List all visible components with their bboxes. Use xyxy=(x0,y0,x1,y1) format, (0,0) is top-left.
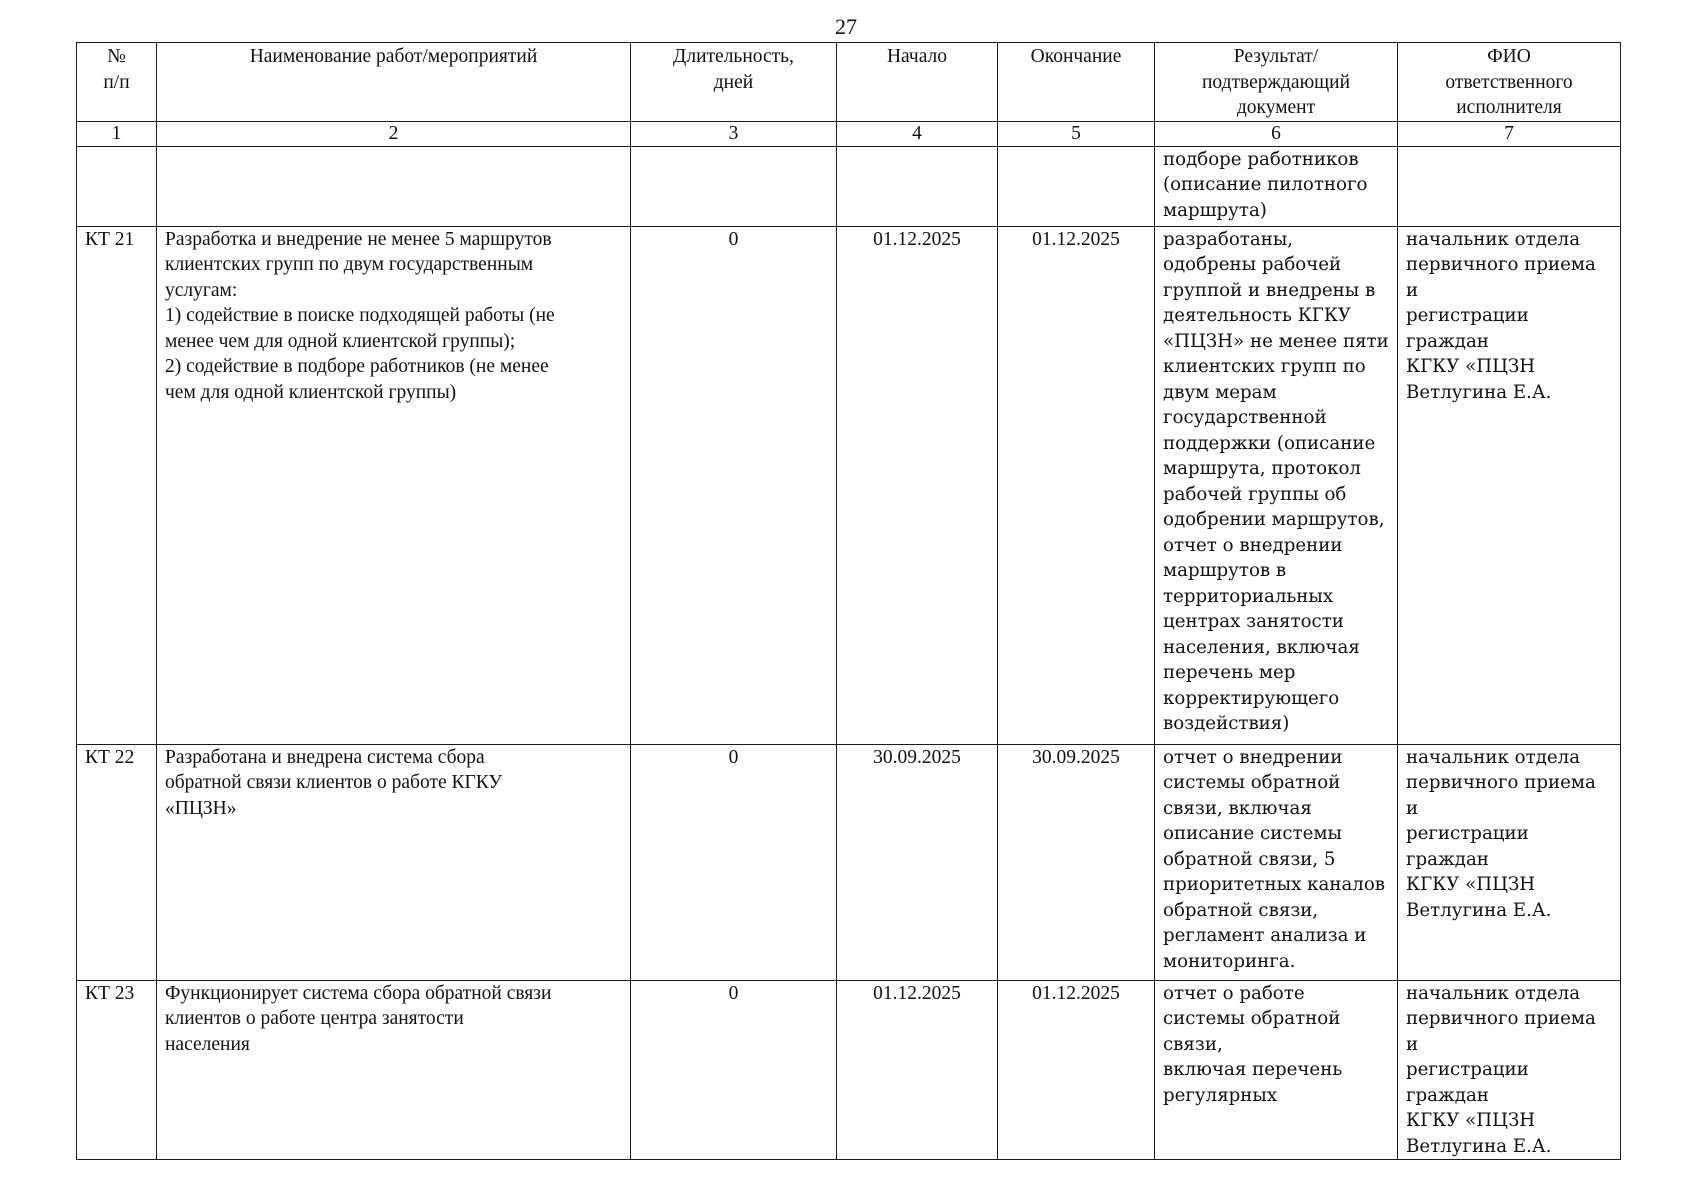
row-end: 01.12.2025 xyxy=(998,226,1155,744)
row-end: 01.12.2025 xyxy=(998,980,1155,1160)
header-row xyxy=(77,43,1621,122)
header-responsible: ФИО ответственного исполнителя xyxy=(1398,43,1621,122)
header-number: № п/п xyxy=(77,43,157,122)
row-result: подборе работников (описание пилотного маршрута) xyxy=(1155,146,1398,226)
row-number: КТ 21 xyxy=(77,226,157,744)
table-row xyxy=(77,744,1621,980)
row-start: 01.12.2025 xyxy=(837,226,998,744)
row-end xyxy=(998,146,1155,226)
row-start xyxy=(837,146,998,226)
row-end: 30.09.2025 xyxy=(998,744,1155,980)
row-start: 30.09.2025 xyxy=(837,744,998,980)
row-result: отчет о внедрении системы обратной связи, включая описание системы обратной связи, 5 приоритетных каналов обратной связи, регламент анализа и мониторинга. xyxy=(1155,744,1398,980)
header-result: Результат/ подтверждающий документ xyxy=(1155,43,1398,122)
row-name: Функционирует система сбора обратной связи клиентов о работе центра занятости населения xyxy=(157,980,631,1160)
header-name: Наименование работ/мероприятий xyxy=(157,43,631,122)
column-number: 6 xyxy=(1155,121,1398,146)
column-number-row xyxy=(77,121,1621,146)
table-row xyxy=(77,146,1621,226)
row-responsible xyxy=(1398,146,1621,226)
column-number: 2 xyxy=(157,121,631,146)
row-duration xyxy=(631,146,837,226)
table-row xyxy=(77,980,1621,1160)
row-name xyxy=(157,146,631,226)
row-result: разработаны, одобрены рабочей группой и внедрены в деятельность КГКУ «ПЦЗН» не менее пяти клиентских групп по двум мерам государственной поддержки (описание маршрута, протокол рабочей группы об одобрении маршрутов, отчет о внедрении маршрутов в территориальных центрах занятости населения, включая перечень мер корректирующего воздействия) xyxy=(1155,226,1398,744)
page-number: 27 xyxy=(835,14,857,39)
column-number: 3 xyxy=(631,121,837,146)
column-number: 4 xyxy=(837,121,998,146)
row-responsible: начальник отдела первичного приема и регистрации граждан КГКУ «ПЦЗН Ветлугина Е.А. xyxy=(1398,744,1621,980)
column-number: 1 xyxy=(77,121,157,146)
row-responsible: начальник отдела первичного приема и регистрации граждан КГКУ «ПЦЗН Ветлугина Е.А. xyxy=(1398,226,1621,744)
table-row xyxy=(77,226,1621,744)
row-name: Разработка и внедрение не менее 5 маршрутов клиентских групп по двум государственным услугам: 1) содействие в поиске подходящей работы (не менее чем для одной клиентской группы); 2) содействие в подборе работников (не менее чем для одной клиентской группы) xyxy=(157,226,631,744)
row-responsible: начальник отдела первичного приема и регистрации граждан КГКУ «ПЦЗН Ветлугина Е.А. xyxy=(1398,980,1621,1160)
header-start: Начало xyxy=(837,43,998,122)
column-number: 5 xyxy=(998,121,1155,146)
row-number: КТ 23 xyxy=(77,980,157,1160)
row-result: отчет о работе системы обратной связи, включая перечень регулярных xyxy=(1155,980,1398,1160)
column-number: 7 xyxy=(1398,121,1621,146)
row-number: КТ 22 xyxy=(77,744,157,980)
row-number xyxy=(77,146,157,226)
row-duration: 0 xyxy=(631,226,837,744)
row-duration: 0 xyxy=(631,744,837,980)
header-duration: Длительность, дней xyxy=(631,43,837,122)
row-duration: 0 xyxy=(631,980,837,1160)
row-name: Разработана и внедрена система сбора обратной связи клиентов о работе КГКУ «ПЦЗН» xyxy=(157,744,631,980)
row-start: 01.12.2025 xyxy=(837,980,998,1160)
header-end: Окончание xyxy=(998,43,1155,122)
work-plan-table xyxy=(76,42,1621,1160)
